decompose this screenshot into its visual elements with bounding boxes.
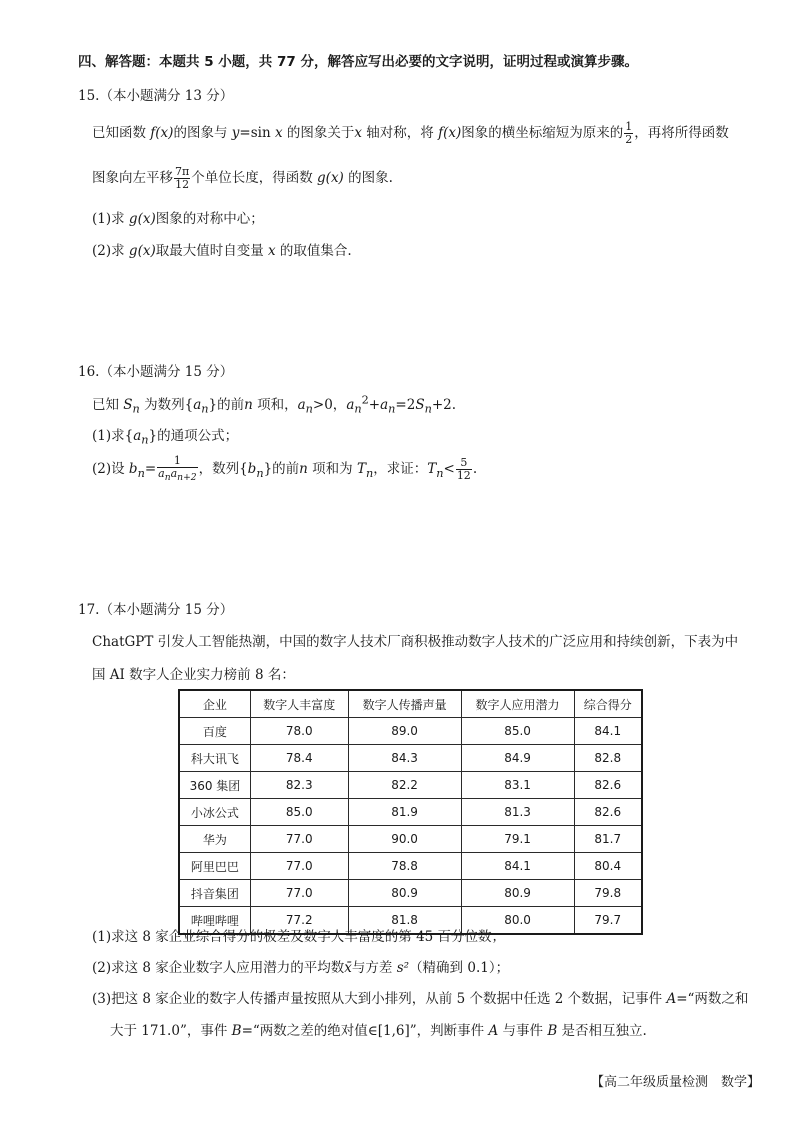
q15-heading: 15.（本小题满分 13 分） xyxy=(78,88,234,104)
table-cell: 81.9 xyxy=(348,799,461,826)
table-cell: 84.1 xyxy=(461,853,574,880)
table-row xyxy=(179,718,642,745)
table-cell: 82.3 xyxy=(250,772,348,799)
table-cell: 哔哩哔哩 xyxy=(179,907,250,935)
section-title: 四、解答题：本题共 5 小题，共 77 分，解答应写出必要的文字说明，证明过程或演算步骤。 xyxy=(78,54,638,70)
table-cell: 84.1 xyxy=(574,718,642,745)
table-cell: 百度 xyxy=(179,718,250,745)
table-cell: 79.1 xyxy=(461,826,574,853)
q15-part-2: (2)求 g(x)取最大值时自变量 x 的取值集合. xyxy=(92,243,352,259)
q17-part-2: (2)求这 8 家企业数字人应用潜力的平均数x̄与方差 s²（精确到 0.1）； xyxy=(92,960,510,976)
table-row xyxy=(179,880,642,907)
q16-part-1: (1)求$\{a_n\}$的通项公式； xyxy=(92,428,239,447)
table-header-cell: 企业 xyxy=(179,690,250,718)
table-cell: 79.7 xyxy=(574,907,642,935)
q17-line-2: 国 AI 数字人企业实力榜前 8 名： xyxy=(92,667,295,683)
table-header-cell: 数字人应用潜力 xyxy=(461,690,574,718)
table-header-row xyxy=(179,690,642,718)
table-cell: 82.2 xyxy=(348,772,461,799)
table-cell: 77.0 xyxy=(250,826,348,853)
table-cell: 78.4 xyxy=(250,745,348,772)
table-cell: 80.9 xyxy=(348,880,461,907)
table-row xyxy=(179,799,642,826)
table-header-cell: 综合得分 xyxy=(574,690,642,718)
table-cell: 78.0 xyxy=(250,718,348,745)
fraction-1-over-an-an2: $\frac{1}{a_na_{n+2}}$ xyxy=(158,454,197,484)
table-cell: 84.9 xyxy=(461,745,574,772)
q17-part-1: (1)求这 8 家企业综合得分的极差及数字人丰富度的第 45 百分位数； xyxy=(92,929,506,945)
table-cell: 科大讯飞 xyxy=(179,745,250,772)
table-cell: 阿里巴巴 xyxy=(179,853,250,880)
table-cell: 82.6 xyxy=(574,799,642,826)
q17-part-3-continued: 大于 171.0”，事件 B=“两数之差的绝对值∈[1,6]”，判断事件 A 与事件 B 是否相互独立. xyxy=(110,1023,647,1039)
table-cell: 80.9 xyxy=(461,880,574,907)
table-cell: 77.2 xyxy=(250,907,348,935)
q17-heading: 17.（本小题满分 15 分） xyxy=(78,602,234,618)
table-cell: 85.0 xyxy=(461,718,574,745)
table-cell: 81.8 xyxy=(348,907,461,935)
q15-line-2: 图象向左平移 $\frac{7\pi}{12}$ 个单位长度，得函数 g(x) 的图象. xyxy=(92,165,393,191)
fraction-one-half: $\frac{1}{2}$ xyxy=(625,120,633,146)
q15-part-1: (1)求 g(x)图象的对称中心； xyxy=(92,211,264,227)
q16-part-2: (2)设 $b_n=$ $\frac{1}{a_na_{n+2}}$ ，数列$\{b_n\}$的前n 项和为 $T_n$，求证：$T_n<$ $\frac{5}{12}$ . xyxy=(92,454,478,484)
table-cell: 77.0 xyxy=(250,880,348,907)
q16-heading: 16.（本小题满分 15 分） xyxy=(78,364,234,380)
table-row xyxy=(179,745,642,772)
q17-part-3: (3)把这 8 家企业的数字人传播声量按照从大到小排列，从前 5 个数据中任选 2 个数据，记事件 A=“两数之和 xyxy=(92,991,749,1007)
table-row xyxy=(179,853,642,880)
table-cell: 84.3 xyxy=(348,745,461,772)
fraction-5-12: $\frac{5}{12}$ xyxy=(456,456,471,483)
table-cell: 81.7 xyxy=(574,826,642,853)
table-cell: 抖音集团 xyxy=(179,880,250,907)
table-cell: 82.6 xyxy=(574,772,642,799)
fraction-7pi-12: $\frac{7\pi}{12}$ xyxy=(175,165,190,191)
table-cell: 华为 xyxy=(179,826,250,853)
table-header-cell: 数字人传播声量 xyxy=(348,690,461,718)
table-cell: 89.0 xyxy=(348,718,461,745)
table-header-cell: 数字人丰富度 xyxy=(250,690,348,718)
table-cell: 80.4 xyxy=(574,853,642,880)
ai-digital-human-ranking-table xyxy=(178,689,643,935)
page-footer: 【高二年级质量检测 数学】 xyxy=(590,1075,760,1090)
table-cell: 81.3 xyxy=(461,799,574,826)
q17-line-1: ChatGPT 引发人工智能热潮，中国的数字人技术厂商积极推动数字人技术的广泛应用和持续创新，下表为中 xyxy=(92,634,739,650)
table-row xyxy=(179,772,642,799)
table-cell: 90.0 xyxy=(348,826,461,853)
table-cell: 80.0 xyxy=(461,907,574,935)
table-cell: 360 集团 xyxy=(179,772,250,799)
table-cell: 78.8 xyxy=(348,853,461,880)
table-cell: 82.8 xyxy=(574,745,642,772)
table-cell: 77.0 xyxy=(250,853,348,880)
q16-line-1: 已知 $S_n$ 为数列$\{a_n\}$的前n 项和，$a_n>0$，$a_n^2+a_n=2S_n+2$. xyxy=(92,393,457,416)
table-cell: 79.8 xyxy=(574,880,642,907)
table-row xyxy=(179,826,642,853)
table-cell: 83.1 xyxy=(461,772,574,799)
table-cell: 小冰公式 xyxy=(179,799,250,826)
table-cell: 85.0 xyxy=(250,799,348,826)
q15-line-1: 已知函数 f(x)的图象与 y=sin x 的图象关于x 轴对称，将 f(x)图象的横坐标缩短为原来的 $\frac{1}{2}$ ，再将所得函数 xyxy=(92,120,729,146)
